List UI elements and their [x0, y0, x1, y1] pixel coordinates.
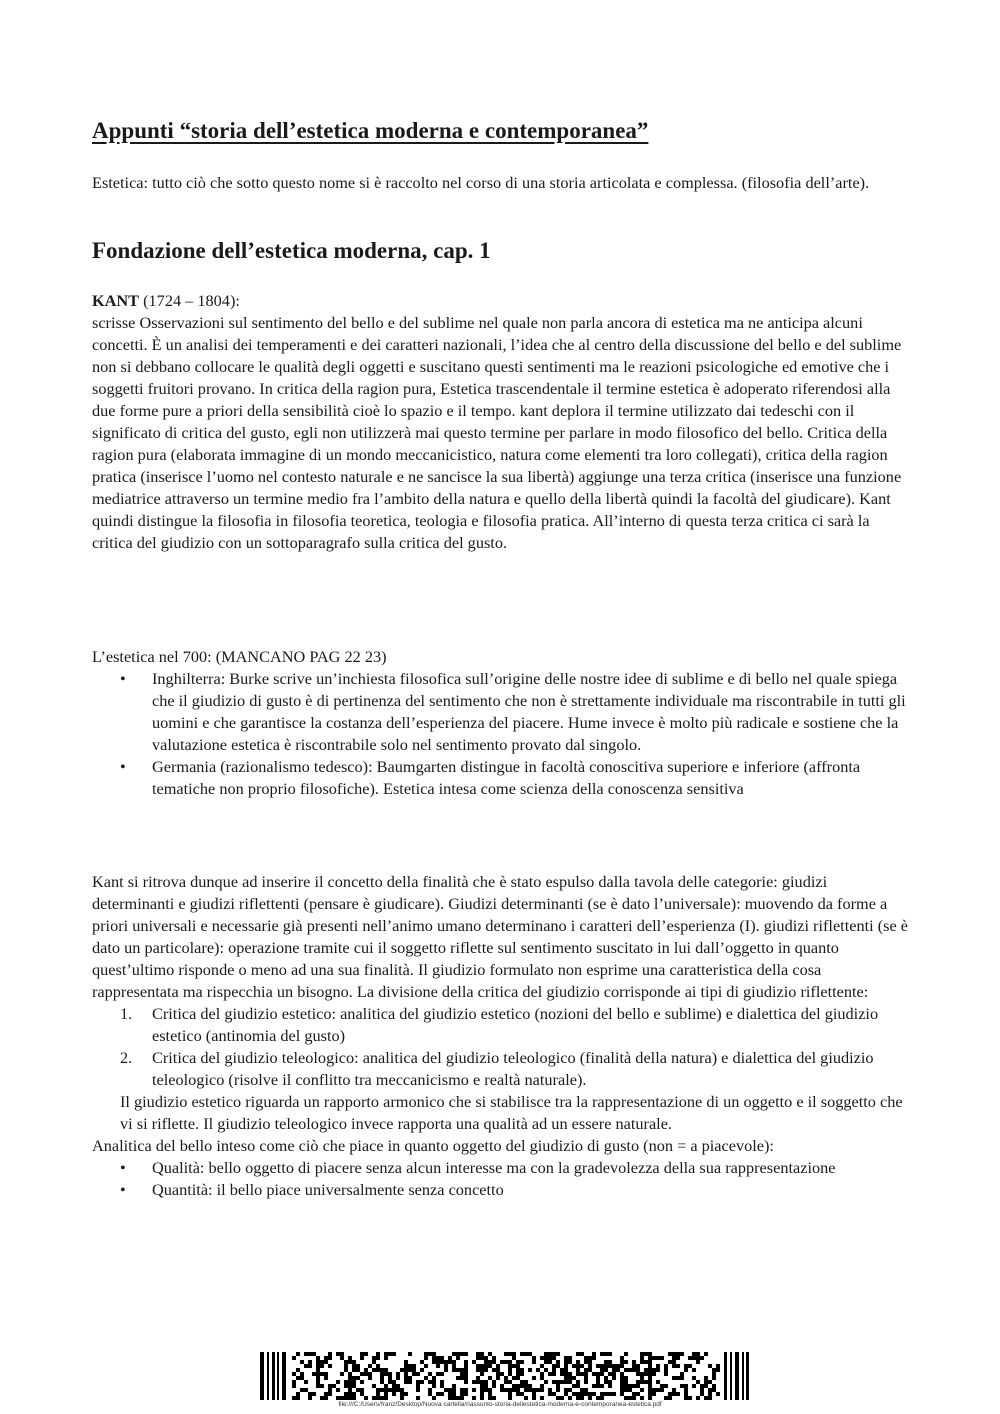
kant-finalita-section [92, 871, 912, 1201]
list-item [92, 1179, 912, 1201]
list-item-text: Germania (razionalismo tedesco): Baumgarten distingue in facoltà conoscitiva superiore e inferiore (affronta tematiche non proprio filosofiche). Estetica intesa come scienza della conoscenza sensitiva [152, 757, 861, 798]
estetica-700-section [92, 646, 912, 800]
critica-giudizio-list [92, 1003, 912, 1091]
list-item-text: Inghilterra: Burke scrive un’inchiesta filosofica sull’origine delle nostre idee di sublime e di bello nel quale spiega che il giudizio di gusto è di pertinenza del sentimento che non è strettamente individuale ma riscontrabile in tutti gli uomini e che garantisce la costanza dell’esperienza del piacere. Hume invece è molto più radicale e sostiene che la valutazione estetica è riscontrabile solo nel sentimento provato dal singolo. [152, 669, 906, 754]
number-marker: 2. [120, 1048, 133, 1067]
bullet-marker: • [120, 1158, 126, 1177]
barcode-image [260, 1352, 750, 1400]
list-item [92, 1003, 912, 1047]
list-item [92, 1047, 912, 1091]
kant-name: KANT [92, 291, 140, 310]
number-marker: 1. [120, 1004, 133, 1023]
list-item-text: Critica del giudizio estetico: analitica del giudizio estetico (nozioni del bello e sublime) e dialettica del giudizio estetico (antinomia del gusto) [152, 1004, 879, 1045]
giudizio-estetico-paragraph: Il giudizio estetico riguarda un rapporto armonico che si stabilisce tra la rappresentazione di un oggetto e il soggetto che vi si riflette. Il giudizio teleologico invece rapporta una qualità ad un essere naturale. [120, 1092, 903, 1133]
estetica-700-heading: L’estetica nel 700: (MANCANO PAG 22 23) [92, 647, 387, 666]
bullet-marker: • [120, 1180, 126, 1199]
estetica-700-list [92, 668, 912, 800]
file-path-footer: file:///C:/Users/franz/Desktop/Nuova cartella/riassunto-storia-dellestetica-moderna-e-contemporanea-estetica.pdf [338, 1401, 662, 1408]
list-item-text: Critica del giudizio teleologico: analitica del giudizio teleologico (finalità della natura) e dialettica del giudizio teleologico (risolve il conflitto tra meccanicismo e realtà naturale). [152, 1048, 874, 1089]
kant-finalita-paragraph: Kant si ritrova dunque ad inserire il concetto della finalità che è stato espulso dalla tavola delle categorie: giudizi determinanti e giudizi riflettenti (pensare è giudicare). Giudizi determinanti (se è dato l’universale): muovendo da forme a priori universali e necessarie già presenti nell’animo umano determinano i caratteri dell’esperienza (I). giudizi riflettenti (se è dato un particolare): operazione tramite cui il soggetto riflette sul sentimento suscitato in lui dall’oggetto in quanto quest’ultimo risponde o meno ad una sua finalità. Il giudizio formulato non esprime una caratteristica della cosa rappresentata ma rispecchia un bisogno. La divisione della critica del giudizio corrisponde ai tipi di giudizio riflettente: [92, 872, 908, 1001]
kant-paragraph: scrisse Osservazioni sul sentimento del bello e del sublime nel quale non parla ancora di estetica ma ne anticipa alcuni concetti. È un analisi dei temperamenti e dei caratteri nazionali, l’idea che al centro della discussione del bello e del sublime non si debbano collocare le qualità degli oggetti e suscitano questi sentimenti ma le reazioni psicologiche ed emotive che i soggetti fruitori provano. In critica della ragion pura, Estetica trascendentale il termine estetica è adoperato riferendosi alla due forme pure a priori della sensibilità cioè lo spazio e il tempo. kant deplora il termine utilizzato dai tedeschi con il significato di critica del gusto, egli non utilizzerà mai questo termine per parlare in modo filosofico del bello. Critica della ragion pura (elaborata immagine di un mondo meccanicistico, natura come elementi tra loro collegati), critica della ragion pratica (inserisce l’uomo nel contesto naturale e ne sancisce la sua libertà) aggiunge una terza critica (inserisce una funzione mediatrice attraverso un termine medio fra l’ambito della natura e quello della libertà quindi la facoltà del giudicare). Kant quindi distingue la filosofia in filosofia teoretica, teologia e filosofia pratica. All’interno di questa terza critica ci sarà la critica del giudizio con un sottoparagrafo sulla critica del gusto. [92, 313, 902, 552]
bullet-marker: • [120, 669, 126, 688]
list-item [92, 756, 912, 800]
kant-dates: (1724 – 1804): [143, 291, 240, 310]
list-item-text: Quantità: il bello piace universalmente senza concetto [152, 1180, 504, 1199]
analitica-list [92, 1157, 912, 1201]
list-item [92, 668, 912, 756]
list-item [92, 1157, 912, 1179]
bullet-marker: • [120, 757, 126, 776]
kant-heading [92, 290, 240, 312]
section-heading: Fondazione dell’estetica moderna, cap. 1 [92, 238, 491, 263]
document-title: Appunti “storia dell’estetica moderna e contemporanea” [92, 118, 649, 143]
list-item-text: Qualità: bello oggetto di piacere senza alcun interesse ma con la gradevolezza della sua rappresentazione [152, 1158, 836, 1177]
analitica-bello-paragraph: Analitica del bello inteso come ciò che piace in quanto oggetto del giudizio di gusto (non = a piacevole): [92, 1136, 774, 1155]
intro-paragraph: Estetica: tutto ciò che sotto questo nome si è raccolto nel corso di una storia articolata e complessa. (filosofia dell’arte). [92, 173, 870, 192]
